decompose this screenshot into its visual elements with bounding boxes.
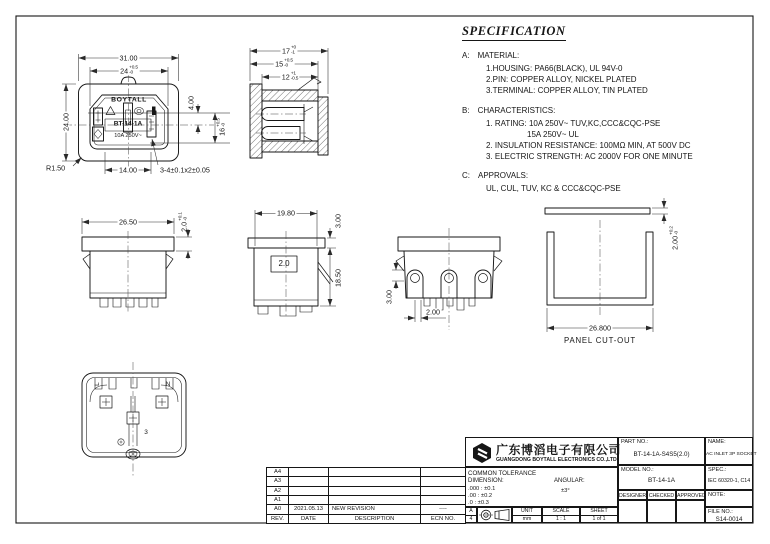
spec-section-approvals: [462, 171, 756, 194]
angular-value: ±3°: [561, 488, 570, 494]
note-cell: [705, 490, 753, 507]
dim-section-inner: [280, 72, 299, 81]
rev-cell: A0: [267, 505, 289, 514]
dim-tolerance: [217, 118, 226, 127]
rev-cell: [329, 496, 421, 505]
rear-label-3: 3: [144, 428, 148, 436]
tol-lower: -0: [284, 63, 289, 68]
spec-line: 1. RATING: 10A 250V~ TUV,KC,CCC&CQC-PSE: [486, 118, 661, 128]
cert-circle-icon: [135, 108, 144, 115]
dim-value: 15: [275, 59, 284, 69]
dim-top-width: 26.50: [119, 217, 137, 227]
spec-title: SPECIFICATION: [462, 24, 566, 41]
file-no-value: S14-0014: [715, 516, 743, 523]
rev-cell: [289, 468, 329, 477]
designer-label: DESIGNER: [619, 492, 647, 499]
dim-front-pin-note: 3-4±0.1x2±0.05: [160, 165, 210, 175]
tol-upper: +0: [290, 45, 297, 51]
dim-tolerance: [179, 212, 188, 221]
scale-value: 1 : 1: [555, 516, 567, 522]
rev-cell: [289, 477, 329, 486]
dim-bottom-b: 2.00: [426, 307, 440, 317]
tol-lower: -0.5: [290, 76, 299, 81]
section-heading: APPROVALS:: [478, 171, 529, 181]
dim-front-opening: [119, 66, 140, 75]
rev-cell: [329, 477, 421, 486]
name-label: NAME:: [708, 439, 726, 445]
sheet-size-number: 4: [469, 516, 473, 522]
cutout-caption: PANEL CUT-OUT: [564, 336, 636, 346]
rear-label-l: L: [93, 382, 101, 386]
company-name-cn: 广东博滔电子有限公司: [496, 443, 622, 457]
section-label: C:: [462, 171, 470, 181]
company-name-en: GUANGDONG BOYTALL ELECTRONICS CO.,LTD: [496, 457, 617, 463]
tolerance-row: .000 : ±0.1: [468, 486, 496, 492]
model-no-value: BT-14-1A: [648, 477, 675, 484]
scale-cell: [542, 507, 580, 523]
dim-side-height: 18.50: [333, 269, 343, 287]
rev-cell: 2021.05.13: [289, 505, 329, 514]
rev-cell: A3: [267, 477, 289, 486]
sheet-size-cell: [465, 507, 477, 523]
rev-cell: [329, 487, 421, 496]
projection-cell: [477, 507, 512, 523]
dim-cutout-thickness: [670, 226, 679, 250]
front-model-text: BT-14-1A: [113, 120, 143, 128]
rev-header: ECN NO.: [421, 515, 466, 524]
dim-front-radius: R1.50: [46, 163, 66, 173]
unit-label: UNIT: [513, 508, 541, 516]
dim-tolerance: [129, 66, 138, 75]
dim-side-width: 19.80: [277, 208, 295, 218]
dimension-label: DIMENSION:: [468, 478, 504, 484]
tol-lower: -0: [129, 70, 134, 75]
dim-section-depth: [280, 46, 297, 55]
sheet-label: SHEET: [581, 508, 617, 516]
spec-line: 2.PIN: COPPER ALLOY, NICKEL PLATED: [486, 75, 637, 85]
tol-lower: -0: [183, 216, 188, 221]
name-value: AC INLET 3P SOCKET: [706, 452, 757, 457]
third-angle-projection-icon: [478, 508, 511, 522]
tolerance-cell: [465, 467, 618, 507]
approved-header-cell: [676, 490, 705, 500]
model-no-label: MODEL NO.:: [621, 467, 654, 473]
tol-upper: +0.5: [216, 118, 222, 127]
dim-front-width: 31.00: [119, 53, 138, 63]
cert-triangle-icon: [106, 107, 115, 115]
spec-line: 3.TERMINAL: COPPER ALLOY, TIN PLATED: [486, 86, 648, 96]
dim-top-flange: [179, 212, 188, 232]
specification-section: [462, 22, 756, 204]
rev-cell: A4: [267, 468, 289, 477]
spec-line: 15A 250V~ UL: [527, 129, 579, 139]
top-view: [82, 218, 192, 313]
rev-header: DATE: [289, 515, 329, 524]
dim-value: 2.0: [179, 221, 189, 232]
section-label: A:: [462, 51, 470, 60]
unit-value: mm: [522, 516, 532, 522]
tol-upper: +0.1: [178, 212, 184, 221]
dim-bottom-a: 3.00: [384, 290, 394, 304]
rear-view: [82, 362, 186, 476]
dim-tolerance: [291, 72, 298, 81]
part-no-cell: [618, 437, 705, 465]
rev-cell: A1: [267, 496, 289, 505]
company-logo: [471, 442, 493, 464]
front-rating-text: 10A 250V~: [114, 133, 142, 140]
rev-cell: NEW REVISION: [329, 505, 421, 514]
part-no-label: PART NO.:: [621, 439, 649, 445]
scale-label: SCALE: [543, 508, 579, 516]
tolerance-row: .00 : ±0.2: [468, 493, 493, 499]
rev-cell: [329, 468, 421, 477]
spec-line: 3. ELECTRIC STRENGTH: AC 2000V FOR ONE MINUTE: [486, 152, 693, 162]
model-no-cell: [618, 465, 705, 490]
dim-front-height: 24.00: [61, 113, 71, 131]
dim-tolerance: [291, 46, 296, 55]
designer-signature-cell: [618, 500, 647, 523]
tol-upper: +1: [290, 71, 296, 77]
spec-section-characteristics: [462, 106, 756, 163]
unit-cell: [512, 507, 542, 523]
dim-section-body: [274, 59, 295, 68]
dim-side-flange: 3.00: [333, 214, 343, 228]
rev-cell: [289, 487, 329, 496]
dim-value: 24: [120, 66, 129, 76]
front-brand-text: BOYTALL: [111, 96, 147, 104]
dim-value: 12: [281, 72, 290, 82]
rev-cell: [289, 496, 329, 505]
tol-lower: -0: [674, 230, 679, 235]
tol-lower: -1: [290, 50, 295, 55]
rev-header: DESCRIPTION: [329, 515, 421, 524]
checked-label: CHECKED: [648, 492, 675, 499]
section-label: B:: [462, 105, 470, 115]
rear-label-n: N: [165, 380, 171, 388]
revision-table: [266, 467, 466, 524]
dim-value: 2.00: [670, 235, 680, 250]
dim-cutout-width: 26.800: [589, 323, 611, 333]
sheet-value: 1 of 1: [592, 516, 606, 522]
front-view: [62, 54, 230, 174]
spec-no-label: SPEC.:: [708, 467, 727, 473]
angular-label: ANGULAR:: [554, 478, 585, 484]
company-cell: [465, 437, 622, 467]
checked-signature-cell: [647, 500, 676, 523]
dim-tolerance: [670, 226, 679, 235]
cert-bar-icon: [152, 107, 156, 116]
designer-header-cell: [618, 490, 647, 500]
rev-cell: [421, 496, 466, 505]
spec-line: 2. INSULATION RESISTANCE: 100MΩ MIN, AT 500V DC: [486, 141, 691, 151]
spec-line: 1.HOUSING: PA66(BLACK), UL 94V-0: [486, 64, 623, 73]
tolerance-row: .0 : ±0.3: [468, 500, 489, 506]
spec-no-value: IEC 60320-1, C14: [707, 478, 751, 484]
tol-lower: -0: [221, 122, 226, 127]
approved-label: APPROVED: [677, 492, 706, 499]
spec-no-cell: [705, 465, 753, 490]
tol-upper: +0.2: [669, 226, 675, 235]
dim-front-pin-span: [217, 118, 226, 136]
rev-cell: [421, 487, 466, 496]
note-label: NOTE:: [708, 492, 726, 498]
part-no-value: BT-14-1A-S4S5(2.0): [633, 451, 690, 458]
rev-cell: [421, 477, 466, 486]
dim-front-pin-offset: 4.00: [186, 96, 196, 110]
name-cell: [705, 437, 757, 465]
rev-cell: A2: [267, 487, 289, 496]
tol-upper: +0.5: [284, 58, 293, 64]
checked-header-cell: [647, 490, 676, 500]
tolerance-title: COMMON TOLERANCE: [468, 470, 537, 477]
section-heading: MATERIAL:: [477, 51, 520, 60]
rev-cell: [421, 468, 466, 477]
spec-line: UL, CUL, TUV, KC & CCC&CQC-PSE: [486, 184, 621, 194]
dim-value: 17: [281, 46, 290, 56]
file-no-label: FILE NO.:: [708, 509, 733, 515]
spec-section-material: [462, 51, 756, 97]
section-heading: CHARACTERISTICS:: [477, 105, 556, 115]
bottom-view: [392, 228, 502, 330]
dim-tolerance: [284, 59, 293, 68]
sheet-cell: [580, 507, 618, 523]
dim-front-pitch: 14.00: [119, 165, 137, 175]
file-no-cell: [705, 507, 753, 523]
tol-upper: +0.5: [129, 65, 138, 71]
rev-cell: ----: [421, 505, 466, 514]
panel-cutout-view: [545, 198, 668, 332]
rev-header: REV.: [267, 515, 289, 524]
approved-signature-cell: [676, 500, 705, 523]
side-marking-label: 2.0: [278, 259, 290, 268]
dim-value: 16: [217, 127, 227, 136]
side-view: [248, 210, 336, 318]
sheet-size-letter: A: [466, 508, 476, 516]
